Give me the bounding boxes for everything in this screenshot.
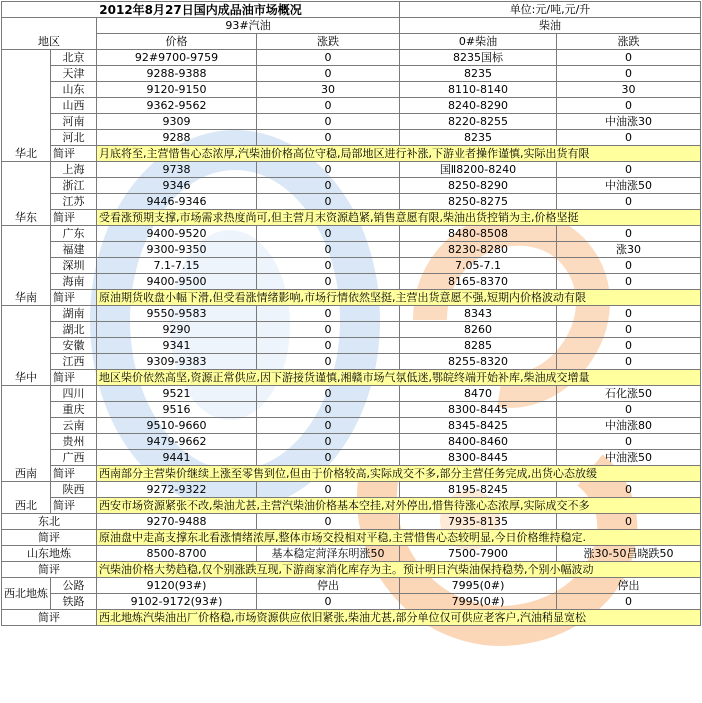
city-label: 湖南 [51, 306, 97, 322]
diesel-change: 停出 [557, 578, 701, 594]
table-row [2, 450, 701, 466]
region-label: 华东 [2, 162, 51, 226]
table-row [2, 98, 701, 114]
gas-change: 0 [257, 162, 400, 178]
city-label: 广东 [51, 226, 97, 242]
diesel-change: 0 [557, 66, 701, 82]
diesel-change: 0 [557, 274, 701, 290]
city-label: 江西 [51, 354, 97, 370]
commentary-text: 西安市场资源紧张不改,柴油尤甚,主营汽柴油价格基本空挂,对外停出,惜售待涨心态浓厚,实际成交不多 [97, 498, 701, 514]
table-row [2, 402, 701, 418]
gas-price: 9521 [97, 386, 257, 402]
commentary-text: 汽柴油价格大势趋稳,仅个别涨跌互现,下游商家消化库存为主。预计明日汽柴油保持稳势,个别小幅波动 [97, 562, 701, 578]
gas-change: 0 [257, 66, 400, 82]
diesel-price: 8470 [400, 386, 557, 402]
table-row [2, 130, 701, 146]
region-label: 华中 [2, 306, 51, 386]
region-label: 西北 [2, 482, 51, 514]
header-diesel-change: 涨跌 [557, 34, 701, 50]
region-label: 西南 [2, 386, 51, 482]
table-row [2, 418, 701, 434]
city-label: 北京 [51, 50, 97, 66]
gas-price: 9738 [97, 162, 257, 178]
gas-price: 9309-9383 [97, 354, 257, 370]
table-row [2, 434, 701, 450]
gas-change: 0 [257, 274, 400, 290]
city-label: 四川 [51, 386, 97, 402]
gas-change: 0 [257, 114, 400, 130]
city-label: 公路 [51, 578, 97, 594]
diesel-price: 8285 [400, 338, 557, 354]
diesel-change: 0 [557, 354, 701, 370]
city-label: 河北 [51, 130, 97, 146]
gas-price: 8500-8700 [97, 546, 257, 562]
gas-price: 9346 [97, 178, 257, 194]
gas-price: 9288-9388 [97, 66, 257, 82]
commentary-row [2, 146, 701, 162]
commentary-text: 西北地炼汽柴油出厂价格稳,市场资源供应依旧紧张,柴油尤甚,部分单位仅可供应老客户,汽油稍显宽松 [97, 610, 701, 626]
diesel-price: 8240-8290 [400, 98, 557, 114]
diesel-change: 0 [557, 402, 701, 418]
diesel-price: 8235国标 [400, 50, 557, 66]
city-label: 浙江 [51, 178, 97, 194]
diesel-change: 0 [557, 130, 701, 146]
diesel-price: 7995(0#) [400, 594, 557, 610]
gas-change: 0 [257, 130, 400, 146]
gas-price: 92#9700-9759 [97, 50, 257, 66]
city-label: 铁路 [51, 594, 97, 610]
diesel-price: 8345-8425 [400, 418, 557, 434]
region-label: 山东地炼 [2, 546, 97, 562]
gas-price: 9288 [97, 130, 257, 146]
diesel-change: 0 [557, 162, 701, 178]
commentary-label: 简评 [2, 562, 97, 578]
commentary-label: 简评 [51, 290, 97, 306]
commentary-row [2, 530, 701, 546]
diesel-price: 8255-8320 [400, 354, 557, 370]
table-row [2, 578, 701, 594]
region-label: 东北 [2, 514, 97, 530]
commentary-label: 简评 [2, 610, 97, 626]
table-row [2, 50, 701, 66]
table-row [2, 274, 701, 290]
gas-price: 9446-9346 [97, 194, 257, 210]
table-row [2, 194, 701, 210]
gas-change: 30 [257, 82, 400, 98]
gas-change: 0 [257, 338, 400, 354]
gas-price: 9516 [97, 402, 257, 418]
commentary-row [2, 498, 701, 514]
diesel-price: 7.05-7.1 [400, 258, 557, 274]
diesel-price: 8300-8445 [400, 450, 557, 466]
gas-change: 基本稳定菏泽东明涨50 [257, 546, 400, 562]
diesel-price: 8235 [400, 66, 557, 82]
commentary-label: 简评 [51, 146, 97, 162]
gas-change: 0 [257, 258, 400, 274]
diesel-change: 涨30-50昌晓跌50 [557, 546, 701, 562]
gas-change: 0 [257, 242, 400, 258]
diesel-price: 8260 [400, 322, 557, 338]
header-region: 地区 [2, 18, 97, 50]
diesel-price: 8400-8460 [400, 434, 557, 450]
diesel-price: 8195-8245 [400, 482, 557, 498]
diesel-change: 0 [557, 322, 701, 338]
table-row [2, 354, 701, 370]
diesel-change: 石化涨50 [557, 386, 701, 402]
commentary-text: 地区柴价依然高坚,资源正常供应,因下游接货谨慎,湘赣市场气氛低迷,鄂皖终端开始补库,柴油成交增量 [97, 370, 701, 386]
gas-change: 0 [257, 450, 400, 466]
diesel-change: 0 [557, 306, 701, 322]
gas-change: 0 [257, 434, 400, 450]
diesel-change: 0 [557, 50, 701, 66]
diesel-change: 0 [557, 258, 701, 274]
header-diesel-grade: 0#柴油 [400, 34, 557, 50]
gas-change: 停出 [257, 578, 400, 594]
commentary-label: 简评 [2, 530, 97, 546]
diesel-price: 国Ⅱ8200-8240 [400, 162, 557, 178]
gas-change: 0 [257, 482, 400, 498]
commentary-row [2, 290, 701, 306]
header-gasoline: 93#汽油 [97, 18, 400, 34]
diesel-price: 8220-8255 [400, 114, 557, 130]
gas-price: 9479-9662 [97, 434, 257, 450]
gas-change: 0 [257, 514, 400, 530]
gas-price: 9400-9500 [97, 274, 257, 290]
gas-change: 0 [257, 386, 400, 402]
diesel-price: 8250-8275 [400, 194, 557, 210]
commentary-row [2, 370, 701, 386]
diesel-change: 中油涨30 [557, 114, 701, 130]
commentary-text: 月底将至,主营惜售心态浓厚,汽柴油价格高位守稳,局部地区进行补涨,下游业者操作谨慎,实际出货有限 [97, 146, 701, 162]
diesel-change: 30 [557, 82, 701, 98]
gas-change: 0 [257, 178, 400, 194]
unit-label: 单位:元/吨,元/升 [400, 2, 701, 18]
table-row [2, 258, 701, 274]
gas-price: 9272-9322 [97, 482, 257, 498]
table-row [2, 306, 701, 322]
header-row-2 [2, 34, 701, 50]
gas-change: 0 [257, 306, 400, 322]
diesel-price: 8300-8445 [400, 402, 557, 418]
gas-price: 9270-9488 [97, 514, 257, 530]
city-label: 重庆 [51, 402, 97, 418]
region-label: 华南 [2, 226, 51, 306]
diesel-change: 0 [557, 594, 701, 610]
gas-price: 9120-9150 [97, 82, 257, 98]
diesel-price: 8230-8280 [400, 242, 557, 258]
commentary-text: 原油盘中走高支撑东北看涨情绪浓厚,整体市场交投相对平稳,主营惜售心态较明显,今日价格维持稳定. [97, 530, 701, 546]
table-row [2, 82, 701, 98]
commentary-label: 简评 [51, 370, 97, 386]
gas-price: 9362-9562 [97, 98, 257, 114]
commentary-row [2, 210, 701, 226]
table-row [2, 386, 701, 402]
city-label: 海南 [51, 274, 97, 290]
gas-change: 0 [257, 354, 400, 370]
gas-price: 9120(93#) [97, 578, 257, 594]
title-row [2, 2, 701, 18]
gas-price: 9510-9660 [97, 418, 257, 434]
diesel-change: 涨30 [557, 242, 701, 258]
table-row [2, 162, 701, 178]
gas-price: 9441 [97, 450, 257, 466]
table-row [2, 546, 701, 562]
city-label: 江苏 [51, 194, 97, 210]
city-label: 福建 [51, 242, 97, 258]
table-row [2, 66, 701, 82]
commentary-label: 简评 [51, 498, 97, 514]
diesel-price: 8343 [400, 306, 557, 322]
commentary-label: 简评 [51, 466, 97, 482]
gas-change: 0 [257, 594, 400, 610]
gas-price: 7.1-7.15 [97, 258, 257, 274]
city-label: 深圳 [51, 258, 97, 274]
diesel-price: 8250-8290 [400, 178, 557, 194]
diesel-price: 7995(0#) [400, 578, 557, 594]
gas-change: 0 [257, 418, 400, 434]
diesel-price: 8110-8140 [400, 82, 557, 98]
diesel-price: 8480-8508 [400, 226, 557, 242]
commentary-row [2, 562, 701, 578]
region-label: 华北 [2, 50, 51, 162]
commentary-label: 简评 [51, 210, 97, 226]
city-label: 上海 [51, 162, 97, 178]
region-label: 西北地炼 [2, 578, 51, 610]
diesel-change: 0 [557, 226, 701, 242]
gas-change: 0 [257, 98, 400, 114]
gas-price: 9102-9172(93#) [97, 594, 257, 610]
gas-price: 9550-9583 [97, 306, 257, 322]
diesel-change: 0 [557, 514, 701, 530]
city-label: 陕西 [51, 482, 97, 498]
city-label: 天津 [51, 66, 97, 82]
diesel-price: 8165-8370 [400, 274, 557, 290]
diesel-change: 0 [557, 194, 701, 210]
commentary-text: 西南部分主营柴价继续上涨至零售到位,但由于价格较高,实际成交不多,部分主营任务完成,出货心态放缓 [97, 466, 701, 482]
city-label: 山西 [51, 98, 97, 114]
gas-price: 9309 [97, 114, 257, 130]
diesel-price: 7935-8135 [400, 514, 557, 530]
city-label: 湖北 [51, 322, 97, 338]
table-row [2, 226, 701, 242]
gas-change: 0 [257, 50, 400, 66]
city-label: 云南 [51, 418, 97, 434]
commentary-row [2, 466, 701, 482]
commentary-text: 原油期货收盘小幅下滑,但受看涨情绪影响,市场行情依然坚挺,主营出货意愿不强,短期内价格波动有限 [97, 290, 701, 306]
diesel-price: 8235 [400, 130, 557, 146]
table-row [2, 242, 701, 258]
table-title: 2012年8月27日国内成品油市场概况 [2, 2, 400, 18]
table-row [2, 322, 701, 338]
header-row-1 [2, 18, 701, 34]
market-table [1, 1, 701, 626]
table-row [2, 482, 701, 498]
gas-change: 0 [257, 322, 400, 338]
gas-price: 9341 [97, 338, 257, 354]
header-diesel: 柴油 [400, 18, 701, 34]
diesel-change: 0 [557, 98, 701, 114]
city-label: 山东 [51, 82, 97, 98]
diesel-change: 0 [557, 482, 701, 498]
city-label: 安徽 [51, 338, 97, 354]
gas-price: 9300-9350 [97, 242, 257, 258]
gas-change: 0 [257, 194, 400, 210]
city-label: 贵州 [51, 434, 97, 450]
diesel-change: 中油涨50 [557, 178, 701, 194]
gas-price: 9290 [97, 322, 257, 338]
header-gas-price: 价格 [97, 34, 257, 50]
header-gas-change: 涨跌 [257, 34, 400, 50]
gas-change: 0 [257, 226, 400, 242]
city-label: 河南 [51, 114, 97, 130]
gas-price: 9400-9520 [97, 226, 257, 242]
diesel-change: 中油涨80 [557, 418, 701, 434]
table-row [2, 514, 701, 530]
table-row [2, 338, 701, 354]
table-row [2, 594, 701, 610]
gas-change: 0 [257, 402, 400, 418]
diesel-change: 中油涨50 [557, 450, 701, 466]
table-row [2, 114, 701, 130]
commentary-row [2, 610, 701, 626]
city-label: 广西 [51, 450, 97, 466]
diesel-change: 0 [557, 338, 701, 354]
commentary-text: 受看涨预期支撑,市场需求热度尚可,但主营月末资源趋紧,销售意愿有限,柴油出货控销为主,价格坚挺 [97, 210, 701, 226]
diesel-price: 7500-7900 [400, 546, 557, 562]
diesel-change: 0 [557, 434, 701, 450]
table-row [2, 178, 701, 194]
